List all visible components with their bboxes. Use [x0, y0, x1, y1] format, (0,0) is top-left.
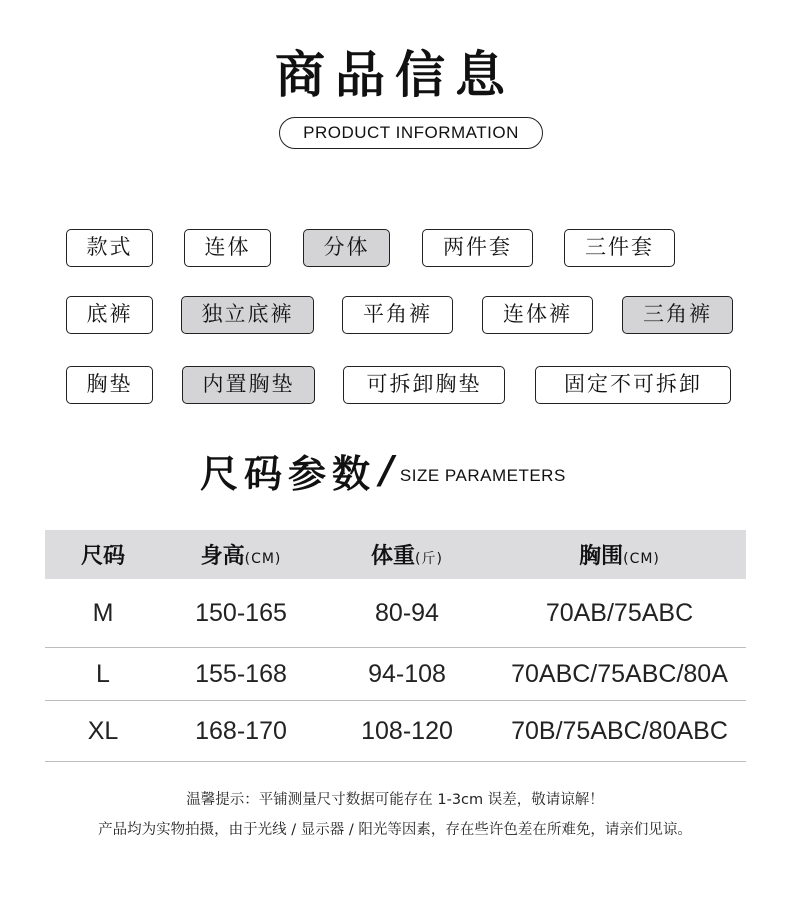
- color-note: 产品均为实物拍摄，由于光线 / 显示器 / 阳光等因素，存在些许色差在所难免，请亲们见谅。: [98, 822, 692, 838]
- cell-size: L: [45, 648, 161, 701]
- page-title: 商品信息: [275, 46, 515, 104]
- table-header-row: [45, 530, 746, 579]
- option-bottom-boyshort[interactable]: 平角裤: [342, 296, 453, 334]
- header-height-unit: (CM): [244, 551, 282, 567]
- cell-bust: 70B/75ABC/80ABC: [493, 701, 746, 762]
- size-title-zh: 尺码参数: [200, 451, 377, 496]
- header-weight-label: 体重: [371, 544, 416, 569]
- option-padding-removable[interactable]: 可拆卸胸垫: [343, 366, 505, 404]
- cell-size: M: [45, 579, 161, 648]
- size-title-slash: /: [380, 448, 394, 492]
- header-size: [45, 530, 161, 579]
- cell-height: 155-168: [161, 648, 321, 701]
- header-height-label: 身高: [200, 544, 245, 569]
- header-weight-unit: (斤): [415, 551, 443, 567]
- table-row: [45, 579, 746, 648]
- option-bottom-brief[interactable]: 三角裤: [622, 296, 733, 334]
- option-style-onepiece[interactable]: 连体: [184, 229, 271, 267]
- cell-height: 150-165: [161, 579, 321, 648]
- header-height: [161, 530, 321, 579]
- option-style-threepiece[interactable]: 三件套: [564, 229, 675, 267]
- header-bust-label: 胸围: [579, 544, 624, 569]
- option-bottom-attached[interactable]: 连体裤: [482, 296, 593, 334]
- header-bust-unit: (CM): [623, 551, 660, 567]
- size-section-title: [200, 440, 566, 500]
- cell-weight: 80-94: [321, 579, 493, 648]
- cell-weight: 94-108: [321, 648, 493, 701]
- option-padding-fixed[interactable]: 固定不可拆卸: [535, 366, 731, 404]
- cell-bust: 70ABC/75ABC/80A: [493, 648, 746, 701]
- option-padding-builtin[interactable]: 内置胸垫: [182, 366, 315, 404]
- header-weight: [321, 530, 493, 579]
- cell-weight: 108-120: [321, 701, 493, 762]
- size-title-en: SIZE PARAMETERS: [399, 466, 566, 485]
- option-style-twopiece[interactable]: 两件套: [422, 229, 533, 267]
- measurement-note: 温馨提示：平铺测量尺寸数据可能存在 1-3cm 误差，敬请谅解！: [186, 792, 604, 808]
- page-subtitle: PRODUCT INFORMATION: [279, 117, 543, 149]
- table-row: [45, 648, 746, 701]
- attribute-label-style: 款式: [66, 229, 153, 267]
- option-style-split[interactable]: 分体: [303, 229, 390, 267]
- option-bottom-separate[interactable]: 独立底裤: [181, 296, 314, 334]
- cell-size: XL: [45, 701, 161, 762]
- attribute-label-padding: 胸垫: [66, 366, 153, 404]
- header-bust: [493, 530, 746, 579]
- header-size-label: 尺码: [80, 544, 125, 569]
- cell-height: 168-170: [161, 701, 321, 762]
- size-table: [45, 530, 746, 762]
- table-row: [45, 701, 746, 762]
- attribute-label-bottom: 底裤: [66, 296, 153, 334]
- cell-bust: 70AB/75ABC: [493, 579, 746, 648]
